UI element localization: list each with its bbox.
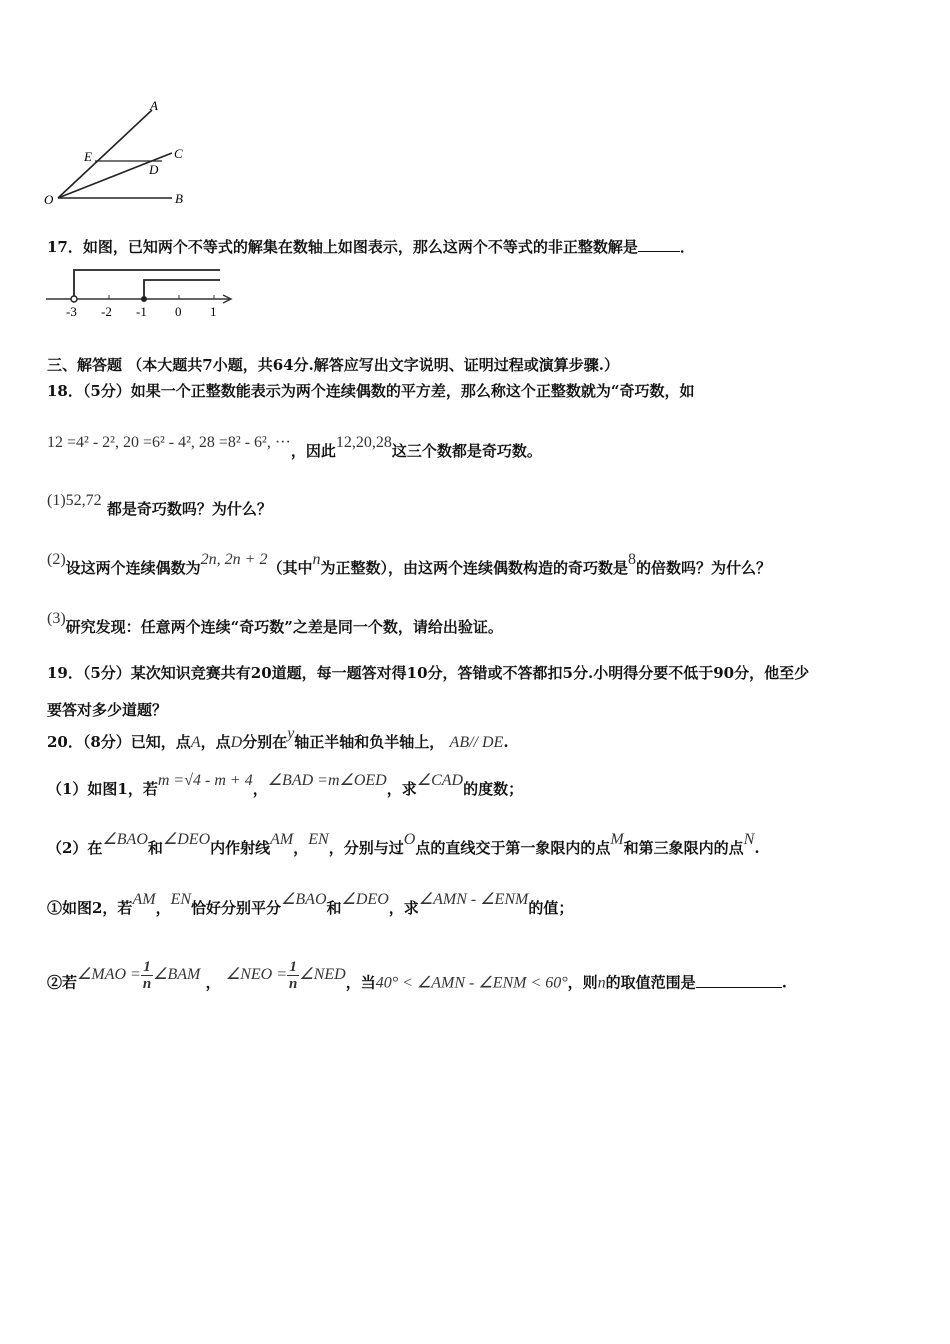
q20-sub2-end: . — [781, 973, 787, 992]
q18-part2-c: 为正整数），由这两个连续偶数构造的奇巧数是 — [320, 559, 628, 577]
point-minus-3 — [71, 296, 77, 302]
q20-sub2-n: n — [597, 974, 606, 992]
q18-numbers: 12,20,28 — [335, 434, 392, 451]
q20-sub1-c: ，求 — [388, 899, 419, 917]
q18-part2-n: n — [312, 551, 321, 568]
q18-part2-d: 的倍数吗？为什么？ — [636, 559, 772, 577]
q17-end: ． — [679, 238, 695, 256]
angle-figure — [40, 98, 200, 210]
q20-sub1-bao: ∠BAO — [281, 891, 327, 908]
q20-sub2-b: ，当 — [345, 973, 376, 992]
q18-part2-a: 设这两个连续偶数为 — [65, 559, 201, 577]
tick-label: -2 — [101, 304, 112, 319]
label-c: C — [174, 146, 183, 161]
q17-question: 17．如图，已知两个不等式的解集在数轴上如图表示，那么这两个不等式的非正整数解是 — [47, 238, 638, 256]
section3-title: 三、解答题 — [47, 356, 123, 374]
q20-part2-c: ，分别与过 — [328, 839, 404, 857]
q20-part2-b: 内作射线 — [210, 839, 271, 857]
tick-label: 1 — [210, 304, 217, 319]
fraction-denominator: n — [289, 976, 298, 992]
q18-part1-numbers: 52,72 — [65, 492, 102, 509]
q18-part2-expr: 2n, 2n + 2 — [200, 551, 268, 568]
label-a: A — [150, 98, 158, 113]
q18-part1-label: (1) — [47, 492, 66, 509]
label-o: O — [44, 192, 54, 207]
fraction-1-over-n — [141, 959, 153, 992]
q20-part1-a: （1）如图1，若 — [47, 780, 158, 798]
fraction-numerator: 1 — [287, 959, 299, 976]
label-e: E — [84, 149, 92, 164]
q20-sub1 — [47, 891, 574, 920]
q20-part2-en: EN — [308, 831, 329, 848]
q20-part2-comma: ， — [293, 839, 309, 857]
q20-part2-am: AM — [270, 831, 294, 848]
q20-part2-bao: ∠BAO — [102, 831, 148, 848]
q20-y-axis: y — [287, 725, 295, 742]
fraction-denominator: n — [142, 976, 152, 992]
q20-part2-and: 和 — [147, 839, 163, 857]
q18-example-end: 这三个数都是奇巧数。 — [391, 442, 542, 460]
q17-text — [47, 236, 695, 258]
q18-intro: 18．（5分）如果一个正整数能表示为两个连续偶数的平方差，那么称这个正整数就为“奇巧数，如 — [47, 382, 695, 400]
q20-part1-c: 的度数； — [463, 780, 524, 798]
q18-part1-text: 都是奇巧数吗？为什么？ — [106, 500, 272, 518]
q20-intro-b: ，点 — [200, 733, 231, 751]
q20-part1-b: ，求 — [386, 780, 417, 798]
q20-part2-o: O — [403, 831, 416, 848]
q20-part2-deo: ∠DEO — [162, 831, 211, 848]
q20-answer-blank — [696, 973, 782, 988]
label-d: D — [149, 162, 159, 177]
fraction-numerator: 1 — [141, 959, 153, 976]
q20-part1-m: m =√4 - m + 4 — [157, 772, 253, 789]
q20-sub2 — [47, 959, 787, 1000]
q20-part2-n: N — [743, 831, 755, 848]
q20-sub2-a: ②若 — [47, 973, 78, 992]
q20-sub2-lhs1: ∠MAO = — [77, 965, 141, 983]
q20-intro — [47, 725, 509, 754]
ray-oa — [58, 110, 152, 198]
q18-example-math: 12 =4² - 2², 20 =6² - 4², 28 =8² - 6², ··· — [47, 434, 291, 451]
tick-label: -1 — [136, 304, 147, 319]
q20-sub2-comma: ， — [205, 973, 221, 992]
q18-part2-label: (2) — [47, 551, 66, 568]
q20-sub2-c: ，则 — [567, 973, 598, 992]
q20-part1-comma: ， — [252, 780, 268, 798]
solution-bracket-2 — [144, 280, 220, 299]
q18-part1 — [47, 492, 272, 521]
q20-sub1-am: AM — [132, 891, 156, 908]
q20-part2 — [47, 831, 760, 860]
q20-sub1-b: 恰好分别平分 — [191, 899, 282, 917]
q20-sub2-rhs1: ∠BAM — [153, 965, 201, 983]
q18-part3 — [47, 610, 503, 639]
tick-label: 0 — [175, 304, 182, 319]
q20-sub1-d: 的值； — [528, 899, 574, 917]
q20-intro-a: 20．（8分）已知，点 — [47, 733, 191, 751]
q18-part3-text: 研究发现：任意两个连续“奇巧数”之差是同一个数，请给出验证。 — [65, 618, 503, 636]
q20-part2-e: 和第三象限内的点 — [623, 839, 744, 857]
q17-answer-blank — [638, 237, 680, 252]
q20-part1-eq: ∠BAD =m∠OED — [267, 772, 387, 789]
section3-heading — [47, 354, 619, 376]
q18-part2-eight: 8 — [628, 551, 636, 568]
q20-part1 — [47, 772, 524, 801]
q20-intro-d: 轴正半轴和负半轴上， — [294, 733, 445, 751]
q20-point-d: D — [230, 734, 243, 751]
tick-label: -3 — [66, 304, 77, 319]
fraction-1-over-n — [287, 959, 299, 992]
section3-note: （本大题共7小题，共64分.解答应写出文字说明、证明过程或演算步骤.） — [127, 356, 620, 374]
q20-part2-a: （2）在 — [47, 839, 103, 857]
solution-bracket-1 — [74, 270, 220, 299]
q19-line1: 19．（5分）某次知识竞赛共有20道题，每一题答对得10分，答错或不答都扣5分.小明得分要不低于90分，他至少 — [47, 664, 810, 682]
q18-part3-label: (3) — [47, 610, 66, 627]
q20-parallel: AB// DE — [449, 734, 504, 751]
q20-part2-m: M — [610, 831, 624, 848]
q20-sub2-lhs2: ∠NEO = — [225, 965, 287, 983]
q20-part2-d: 点的直线交于第一象限内的点 — [415, 839, 611, 857]
q20-part1-cad: ∠CAD — [416, 772, 464, 789]
q20-sub2-rhs2: ∠NED — [299, 965, 346, 983]
q20-sub1-expr: ∠AMN - ∠ENM — [418, 891, 529, 908]
q20-sub1-deo: ∠DEO — [341, 891, 389, 908]
q18-example — [47, 434, 542, 463]
q20-sub1-en: EN — [170, 891, 192, 908]
q18-part2 — [47, 551, 772, 580]
q18-example-tail: ，因此 — [290, 442, 336, 460]
q20-sub2-range: 40° < ∠AMN - ∠ENM < 60° — [375, 974, 568, 992]
q20-sub1-a: ①如图2，若 — [47, 899, 133, 917]
label-b: B — [175, 191, 183, 206]
q20-point-a: A — [190, 734, 201, 751]
q20-sub2-d: 的取值范围是 — [605, 973, 696, 992]
q19-line2: 要答对多少道题？ — [47, 701, 168, 719]
q18-part2-b: （其中 — [267, 559, 313, 577]
q20-intro-c: 分别在 — [242, 733, 288, 751]
point-minus-1 — [141, 296, 147, 302]
q20-sub1-comma: ， — [155, 899, 171, 917]
q20-intro-end: . — [503, 733, 509, 751]
q20-part2-end: . — [754, 839, 760, 857]
number-line-figure — [40, 262, 240, 322]
q20-sub1-and: 和 — [326, 899, 342, 917]
